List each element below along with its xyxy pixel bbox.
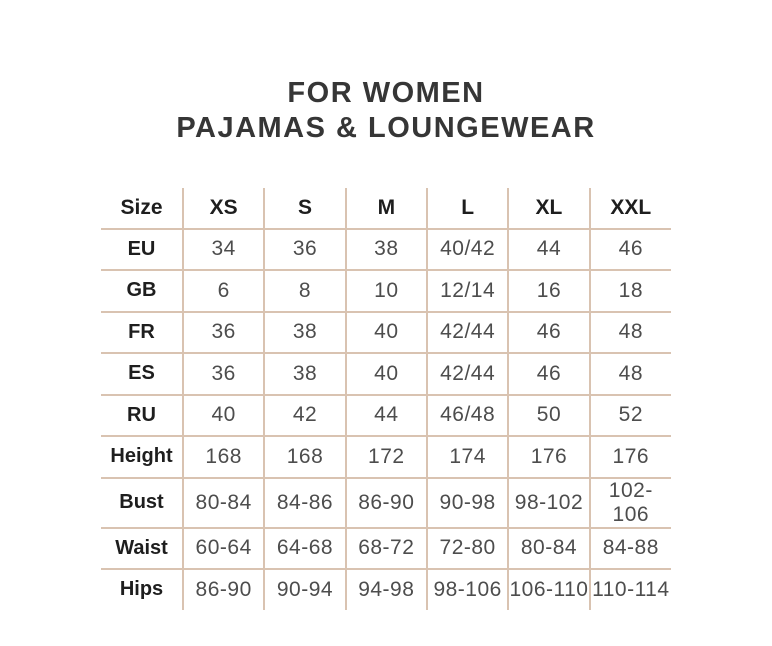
title-line-women: FOR WOMEN [287,77,485,109]
cell-waist-xs: 60-64 [183,528,264,570]
cell-waist-l: 72-80 [427,528,508,570]
cell-ru-xs: 40 [183,395,264,437]
cell-es-xxl: 48 [590,353,671,395]
cell-gb-m: 10 [346,270,427,312]
cell-waist-s: 64-68 [264,528,345,570]
size-column-header-xl: XL [508,188,589,229]
cell-bust-xs: 80-84 [183,478,264,528]
page-title [0,0,772,146]
cell-hips-m: 94-98 [346,569,427,610]
cell-gb-s: 8 [264,270,345,312]
row-label-es: ES [101,353,183,395]
cell-hips-l: 98-106 [427,569,508,610]
cell-fr-xs: 36 [183,312,264,354]
cell-eu-m: 38 [346,229,427,271]
cell-es-m: 40 [346,353,427,395]
cell-height-l: 174 [427,436,508,478]
cell-bust-xxl: 102-106 [590,478,671,528]
cell-hips-xl: 106-110 [508,569,589,610]
cell-bust-l: 90-98 [427,478,508,528]
cell-es-s: 38 [264,353,345,395]
size-column-header-m: M [346,188,427,229]
cell-gb-l: 12/14 [427,270,508,312]
cell-eu-s: 36 [264,229,345,271]
row-label-waist: Waist [101,528,183,570]
cell-fr-m: 40 [346,312,427,354]
row-label-hips: Hips [119,578,164,601]
cell-waist-xxl: 84-88 [590,528,671,570]
cell-bust-s: 84-86 [264,478,345,528]
cell-gb-xl: 16 [508,270,589,312]
table-row-es [101,353,671,395]
cell-hips-xxl: 110-114 [590,569,671,610]
cell-hips-xs: 86-90 [183,569,264,610]
cell-eu-xxl: 46 [590,229,671,271]
cell-bust-xl: 98-102 [508,478,589,528]
cell-eu-l: 40/42 [427,229,508,271]
size-column-header-xxl: XXL [590,188,671,229]
cell-height-xxl: 176 [590,436,671,478]
cell-height-xl: 176 [508,436,589,478]
cell-eu-xs: 34 [183,229,264,271]
cell-height-s: 168 [264,436,345,478]
cell-waist-xl: 80-84 [508,528,589,570]
table-row-hips [101,569,671,610]
table-row-waist [101,528,671,570]
size-column-header-l: L [427,188,508,229]
cell-fr-s: 38 [264,312,345,354]
cell-es-xl: 46 [508,353,589,395]
table-row-eu [101,229,671,271]
table-row-fr [101,312,671,354]
size-table-header-row [101,188,671,229]
cell-gb-xs: 6 [183,270,264,312]
row-label-height: Height [101,436,183,478]
cell-es-l: 42/44 [427,353,508,395]
cell-ru-xxl: 52 [590,395,671,437]
cell-waist-m: 68-72 [346,528,427,570]
row-label-bust: Bust [101,478,183,528]
cell-ru-l: 46/48 [427,395,508,437]
table-row-gb [101,270,671,312]
table-row-height [101,436,671,478]
cell-gb-xxl: 18 [590,270,671,312]
cell-hips-s: 90-94 [264,569,345,610]
size-column-header-s: S [264,188,345,229]
cell-fr-xxl: 48 [590,312,671,354]
row-label-gb: GB [101,270,183,312]
cell-eu-xl: 44 [508,229,589,271]
cell-height-xs: 168 [183,436,264,478]
cell-height-m: 172 [346,436,427,478]
cell-ru-m: 44 [346,395,427,437]
table-row-ru [101,395,671,437]
table-row-bust [101,478,671,528]
cell-fr-xl: 46 [508,312,589,354]
size-column-header-xs: XS [183,188,264,229]
size-table [101,188,671,610]
cell-bust-m: 86-90 [346,478,427,528]
cell-es-xs: 36 [183,353,264,395]
cell-ru-xl: 50 [508,395,589,437]
cell-ru-s: 42 [264,395,345,437]
title-line-category: PAJAMAS & LOUNGEWEAR [176,112,596,144]
cell-fr-l: 42/44 [427,312,508,354]
row-label-eu: EU [101,229,183,271]
size-label-header: Size [101,188,183,229]
row-label-ru: RU [101,395,183,437]
row-label-fr: FR [101,312,183,354]
